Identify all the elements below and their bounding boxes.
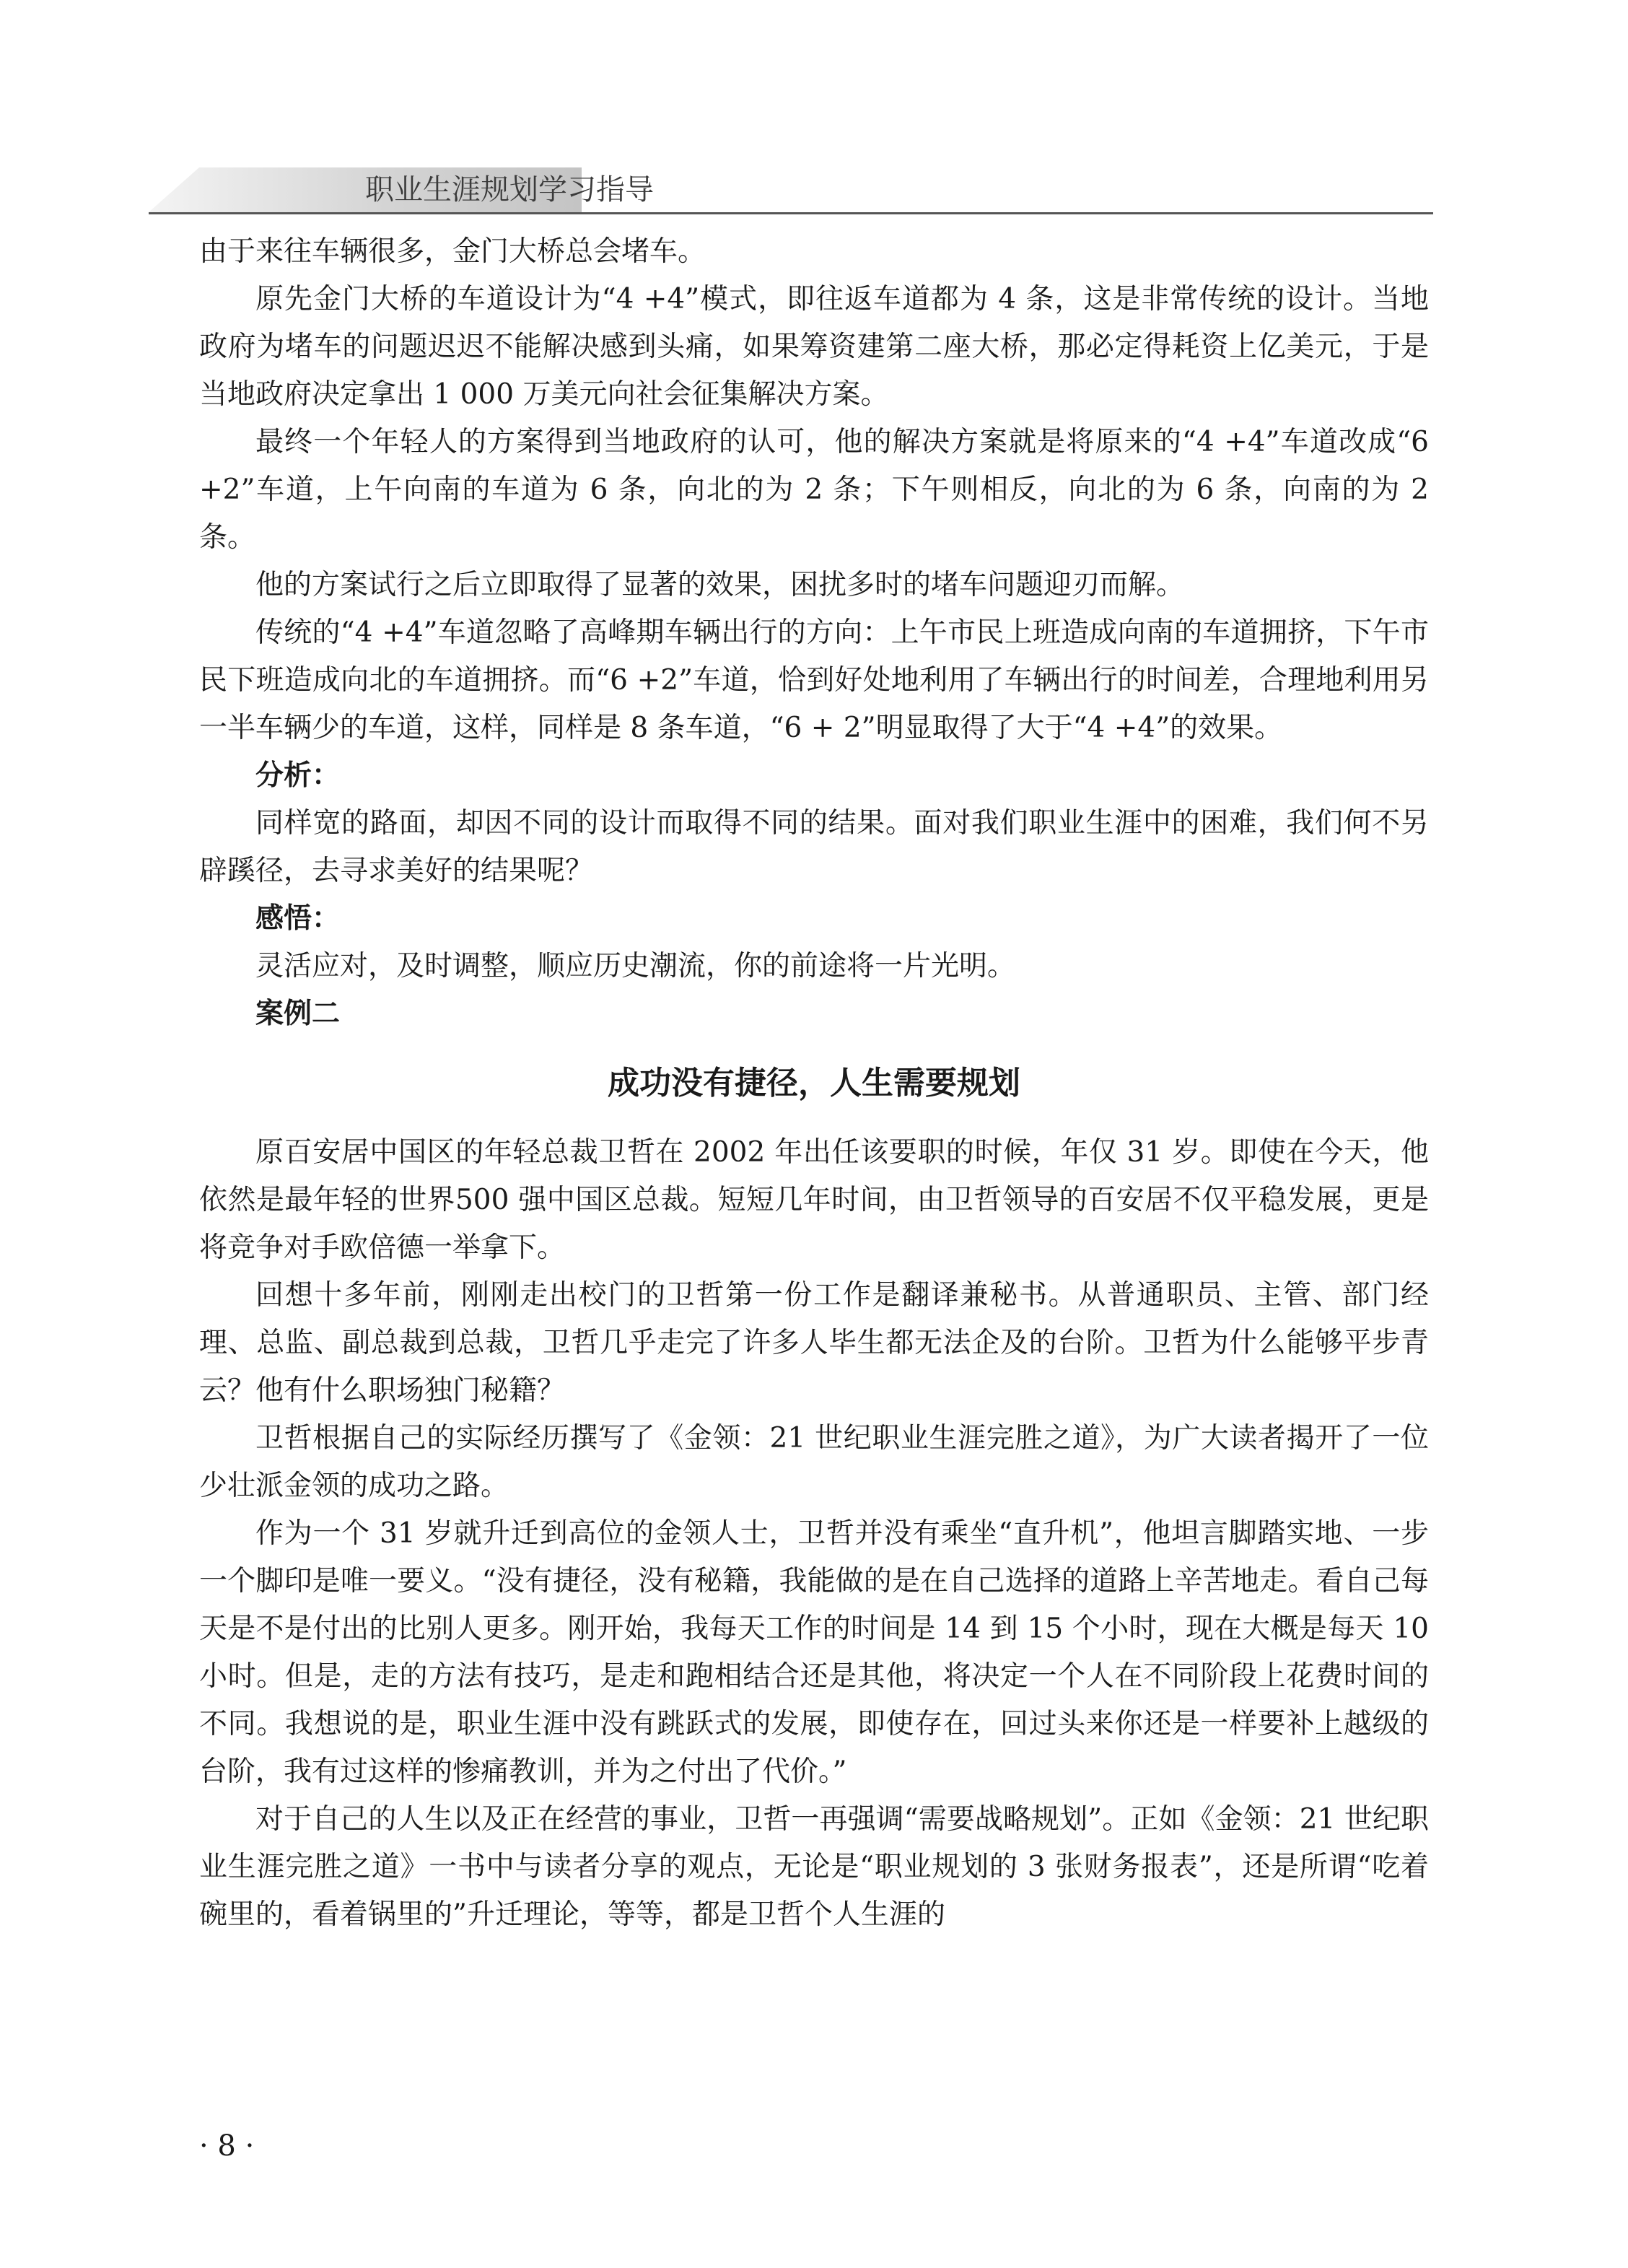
paragraph-continuation: 由于来往车辆很多，金门大桥总会堵车。 <box>199 235 706 268</box>
paragraph-result: 他的方案试行之后立即取得了显著的效果，困扰多时的堵车问题迎刃而解。 <box>255 569 1185 601</box>
page-body <box>199 228 1429 1939</box>
paragraph-book: 卫哲根据自己的实际经历撰写了《金领：21 世纪职业生涯完胜之道》，为广大读者揭开了一位少壮派金领的成功之路。 <box>199 1422 1429 1502</box>
running-header-title: 职业生涯规划学习指导 <box>365 173 654 206</box>
header-rule <box>149 212 1433 214</box>
insight-text: 灵活应对，及时调整，顺应历史潮流，你的前途将一片光明。 <box>255 950 1016 982</box>
paragraph-intro-weizhe: 原百安居中国区的年轻总裁卫哲在 2002 年出任该要职的时候，年仅 31 岁。即使在今天，他依然是最年轻的世界500 强中国区总裁。短短几年时间，由卫哲领导的百安居不仅平稳发展，更是将竞争对手欧倍德一举拿下。 <box>199 1136 1429 1264</box>
case-label: 案例二 <box>255 998 341 1030</box>
section-title: 成功没有捷径，人生需要规划 <box>608 1065 1020 1102</box>
paragraph-quote: 作为一个 31 岁就升迁到高位的金领人士，卫哲并没有乘坐“直升机”，他坦言脚踏实地、一步一个脚印是唯一要义。“没有捷径，没有秘籍，我能做的是在自己选择的道路上辛苦地走。看自己每天是不是付出的比别人更多。刚开始，我每天工作的时间是 14 到 15 个小时，现在大概是每天 10 小时。但是，走的方法有技巧，是走和跑相结合还是其他，将决定一个人在不同阶段上花费时间的不同。我想说的是，职业生涯中没有跳跃式的发展，即使存在，回过头来你还是一样要补上越级的台阶，我有过这样的惨痛教训，并为之付出了代价。” <box>199 1517 1429 1788</box>
paragraph-explanation: 传统的“4 +4”车道忽略了高峰期车辆出行的方向：上午市民上班造成向南的车道拥挤，下午市民下班造成向北的车道拥挤。而“6 +2”车道，恰到好处地利用了车辆出行的时间差，合理地利用另一半车辆少的车道，这样，同样是 8 条车道，“6 + 2”明显取得了大于“4 +4”的效果。 <box>199 616 1429 744</box>
insight-label: 感悟： <box>255 902 341 935</box>
paragraph-solution: 最终一个年轻人的方案得到当地政府的认可，他的解决方案就是将原来的“4 +4”车道改成“6 +2”车道，上午向南的车道为 6 条，向北的为 2 条；下午则相反，向北的为 6 条，向南的为 2 条。 <box>199 426 1429 554</box>
paragraph-strategy: 对于自己的人生以及正在经营的事业，卫哲一再强调“需要战略规划”。正如《金领：21 世纪职业生涯完胜之道》一书中与读者分享的观点，无论是“职业规划的 3 张财务报表”，还是所谓“吃着碗里的，看着锅里的”升迁理论，等等，都是卫哲个人生涯的 <box>199 1803 1429 1931</box>
running-header <box>149 167 1433 214</box>
page-number: · 8 · <box>199 2129 255 2163</box>
paragraph-career-path: 回想十多年前，刚刚走出校门的卫哲第一份工作是翻译兼秘书。从普通职员、主管、部门经理、总监、副总裁到总裁，卫哲几乎走完了许多人毕生都无法企及的台阶。卫哲为什么能够平步青云？他有什么职场独门秘籍？ <box>199 1279 1429 1407</box>
paragraph-lane-design: 原先金门大桥的车道设计为“4 +4”模式，即往返车道都为 4 条，这是非常传统的设计。当地政府为堵车的问题迟迟不能解决感到头痛，如果筹资建第二座大桥，那必定得耗资上亿美元，于是当地政府决定拿出 1 000 万美元向社会征集解决方案。 <box>199 283 1429 411</box>
analysis-text: 同样宽的路面，却因不同的设计而取得不同的结果。面对我们职业生涯中的困难，我们何不另辟蹊径，去寻求美好的结果呢？ <box>199 807 1429 887</box>
analysis-label: 分析： <box>255 759 341 792</box>
